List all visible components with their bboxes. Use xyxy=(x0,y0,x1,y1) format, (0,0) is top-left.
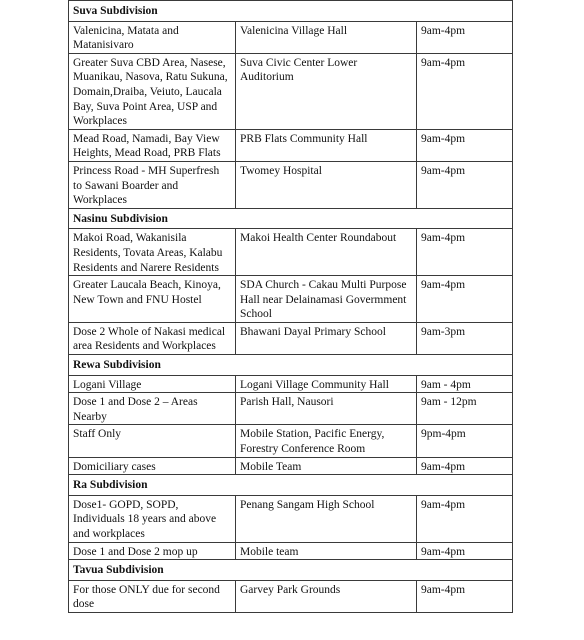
area-cell: Greater Suva CBD Area, Nasese, Muanikau, Nasova, Ratu Sukuna, Domain,Draiba, Veiuto, Laucala Bay, Suva Point Area, USP and Workplaces xyxy=(69,53,236,129)
venue-cell: Suva Civic Center Lower Auditorium xyxy=(236,53,417,129)
section-header-row xyxy=(69,475,513,496)
time-cell: 9am - 4pm xyxy=(417,375,513,393)
time-cell: 9pm-4pm xyxy=(417,425,513,457)
area-cell: Princess Road - MH Superfresh to Sawani Boarder and Workplaces xyxy=(69,161,236,208)
time-cell: 9am-4pm xyxy=(417,580,513,612)
time-cell: 9am-3pm xyxy=(417,322,513,354)
table-row xyxy=(69,229,513,276)
table-row xyxy=(69,393,513,425)
table-row xyxy=(69,53,513,129)
area-cell: Greater Laucala Beach, Kinoya, New Town and FNU Hostel xyxy=(69,276,236,323)
time-cell: 9am-4pm xyxy=(417,495,513,542)
venue-cell: Penang Sangam High School xyxy=(236,495,417,542)
venue-cell: Parish Hall, Nausori xyxy=(236,393,417,425)
area-cell: Dose 1 and Dose 2 – Areas Nearby xyxy=(69,393,236,425)
time-cell: 9am-4pm xyxy=(417,276,513,323)
table-row xyxy=(69,542,513,560)
time-cell: 9am-4pm xyxy=(417,542,513,560)
section-header-row xyxy=(69,560,513,581)
time-cell: 9am-4pm xyxy=(417,229,513,276)
time-cell: 9am-4pm xyxy=(417,129,513,161)
section-title: Nasinu Subdivision xyxy=(69,208,513,229)
table-row xyxy=(69,375,513,393)
area-cell: Domiciliary cases xyxy=(69,457,236,475)
venue-cell: Mobile Station, Pacific Energy, Forestry Conference Room xyxy=(236,425,417,457)
venue-cell: Makoi Health Center Roundabout xyxy=(236,229,417,276)
table-row xyxy=(69,129,513,161)
time-cell: 9am - 12pm xyxy=(417,393,513,425)
venue-cell: Logani Village Community Hall xyxy=(236,375,417,393)
section-title: Suva Subdivision xyxy=(69,1,513,22)
table-row xyxy=(69,580,513,612)
section-title: Rewa Subdivision xyxy=(69,355,513,376)
venue-cell: Garvey Park Grounds xyxy=(236,580,417,612)
venue-cell: Twomey Hospital xyxy=(236,161,417,208)
area-cell: Dose1- GOPD, SOPD, Individuals 18 years and above and workplaces xyxy=(69,495,236,542)
table-row xyxy=(69,276,513,323)
table-row xyxy=(69,425,513,457)
area-cell: Logani Village xyxy=(69,375,236,393)
venue-cell: Bhawani Dayal Primary School xyxy=(236,322,417,354)
time-cell: 9am-4pm xyxy=(417,21,513,53)
area-cell: Staff Only xyxy=(69,425,236,457)
time-cell: 9am-4pm xyxy=(417,161,513,208)
venue-cell: Valenicina Village Hall xyxy=(236,21,417,53)
section-title: Ra Subdivision xyxy=(69,475,513,496)
area-cell: Dose 1 and Dose 2 mop up xyxy=(69,542,236,560)
table-row xyxy=(69,495,513,542)
section-title: Tavua Subdivision xyxy=(69,560,513,581)
table-row xyxy=(69,21,513,53)
area-cell: Makoi Road, Wakanisila Residents, Tovata Areas, Kalabu Residents and Narere Residents xyxy=(69,229,236,276)
area-cell: Mead Road, Namadi, Bay View Heights, Mead Road, PRB Flats xyxy=(69,129,236,161)
section-header-row xyxy=(69,208,513,229)
time-cell: 9am-4pm xyxy=(417,457,513,475)
table-row xyxy=(69,322,513,354)
venue-cell: Mobile team xyxy=(236,542,417,560)
schedule-table xyxy=(68,0,513,613)
table-row xyxy=(69,457,513,475)
schedule-table-body xyxy=(69,1,513,613)
section-header-row xyxy=(69,1,513,22)
table-row xyxy=(69,161,513,208)
venue-cell: SDA Church - Cakau Multi Purpose Hall near Delainamasi Govermment School xyxy=(236,276,417,323)
area-cell: For those ONLY due for second dose xyxy=(69,580,236,612)
area-cell: Dose 2 Whole of Nakasi medical area Residents and Workplaces xyxy=(69,322,236,354)
time-cell: 9am-4pm xyxy=(417,53,513,129)
area-cell: Valenicina, Matata and Matanisivaro xyxy=(69,21,236,53)
venue-cell: Mobile Team xyxy=(236,457,417,475)
vaccination-schedule-document xyxy=(68,0,512,613)
venue-cell: PRB Flats Community Hall xyxy=(236,129,417,161)
section-header-row xyxy=(69,355,513,376)
